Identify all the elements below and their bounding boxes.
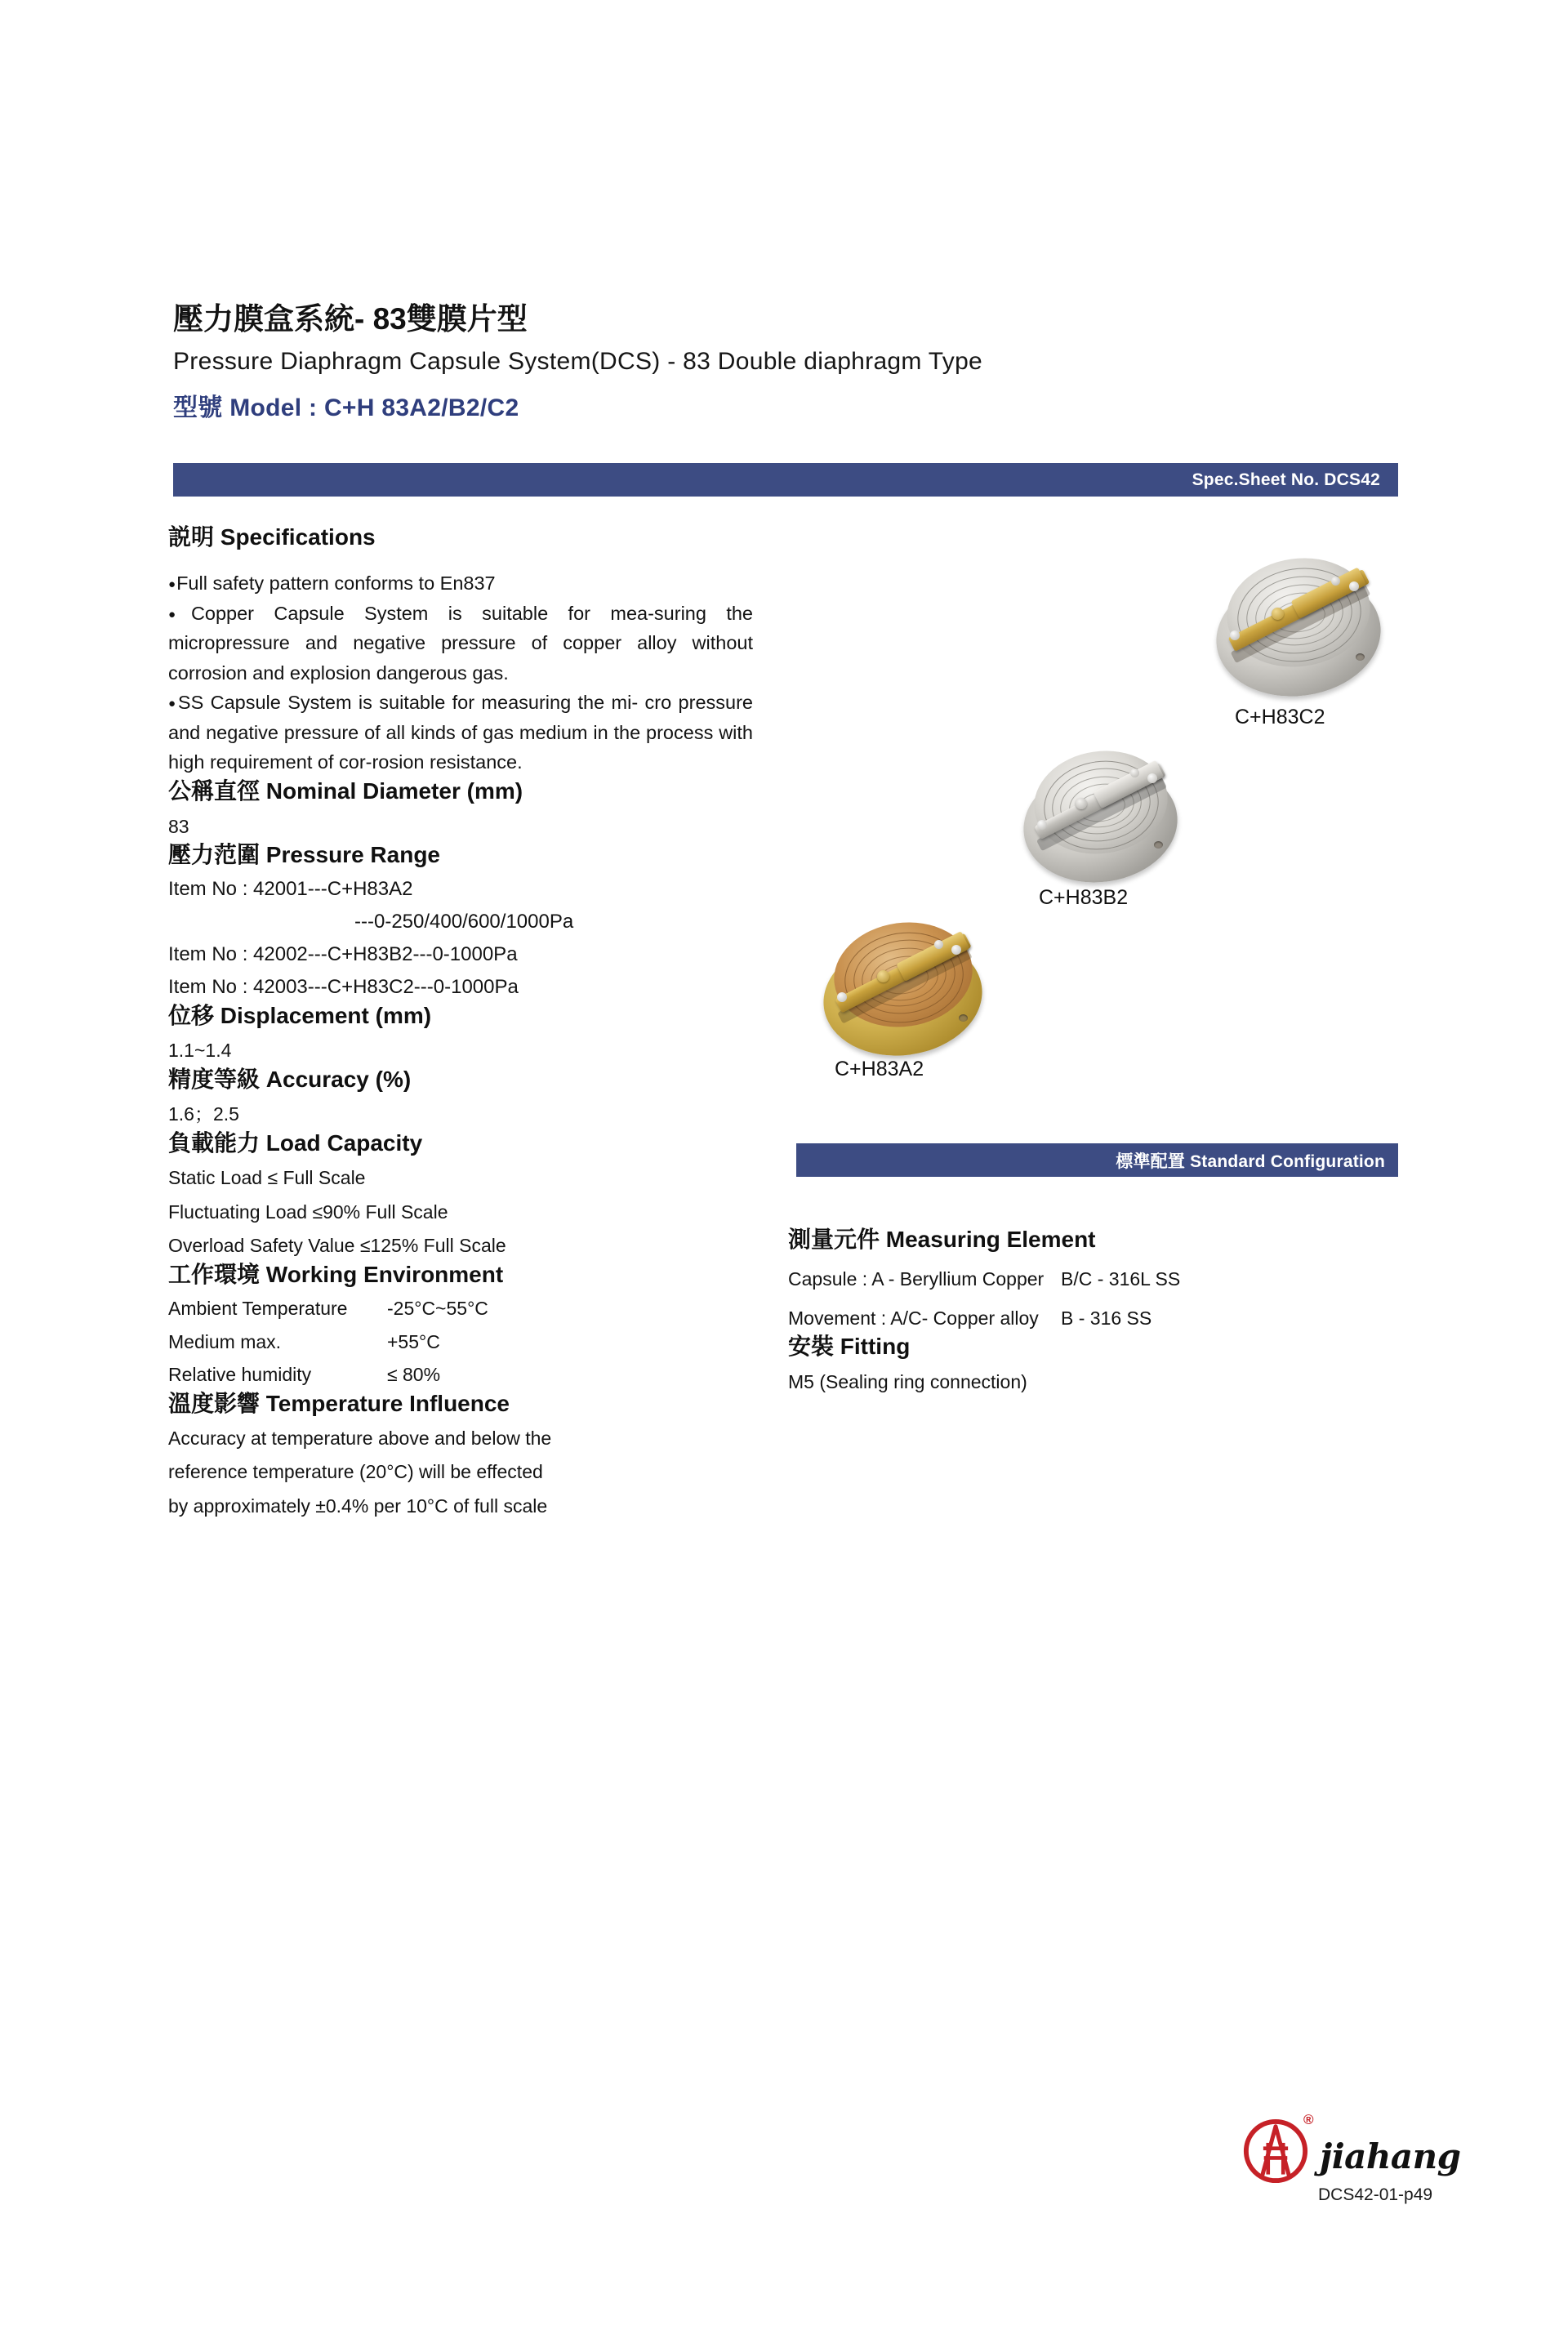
measuring-element-value: B/C - 316L SS [1061,1268,1181,1290]
standard-configuration-banner [796,1143,1398,1177]
working-environment-value: +55°C [387,1330,440,1352]
jiahang-logo-icon [1241,2117,1310,2185]
section-heading-fitting: 安裝 Fitting [788,1334,911,1360]
section-heading-working-environment: 工作環境 Working Environment [168,1261,504,1287]
screw-head [1147,773,1157,783]
section-heading-load-capacity: 負載能力 Load Capacity [168,1129,423,1156]
product-figure-a2 [817,911,990,1067]
load-capacity-line: Fluctuating Load ≤90% Full Scale [168,1200,448,1223]
measuring-element-value: B - 316 SS [1061,1307,1152,1329]
specifications-bullets [168,568,753,777]
spec-sheet-number: Spec.Sheet No. DCS42 [1192,470,1380,489]
measuring-element-row [788,1265,1409,1294]
pressure-range-item: Item No : 42003---C+H83C2---0-1000Pa [168,975,519,998]
document-code: DCS42-01-p49 [1318,2185,1433,2204]
standard-configuration-label: 標準配置 Standard Configuration [1116,1152,1385,1171]
page-title-chinese: 壓力膜盒系統- 83雙膜片型 [173,302,528,336]
pressure-range-item: Item No : 42002---C+H83B2---0-1000Pa [168,942,518,965]
temperature-influence-line: Accuracy at temperature above and below the [168,1427,552,1449]
left-column [168,523,753,1520]
working-environment-row [168,1294,753,1323]
page-title-english: Pressure Diaphragm Capsule System(DCS) - 83 Double diaphragm Type [173,348,983,376]
section-heading-pressure-range: 壓力范圍 Pressure Range [168,842,440,868]
working-environment-row [168,1361,753,1389]
pressure-range-item: Item No : 42001---C+H83A2 [168,877,413,900]
mounting-hole [959,1014,968,1022]
product-caption-b2: C+H83B2 [1039,886,1129,909]
model-line: 型號 Model : C+H 83A2/B2/C2 [173,394,519,422]
section-heading-measuring-element: 測量元件 Measuring Element [788,1227,1096,1252]
pivot-stud [1272,608,1284,620]
capsule-image-b2 [1017,739,1184,894]
section-heading-specifications: 説明 Specifications [168,524,376,550]
section-heading-accuracy: 精度等級 Accuracy (%) [168,1066,412,1092]
working-environment-value: ≤ 80% [387,1364,441,1385]
nominal-diameter-value: 83 [168,815,189,837]
capsule-image-a2 [817,911,990,1067]
specifications-bullet: ● SS Capsule System is suitable for measuring the mi- cro pressure and negative pressure of all kinds of gas medium in the process with high requirement of cor-rosion resistance. [168,688,753,777]
specifications-bullet: ● Full safety pattern conforms to En837 [168,568,753,598]
section-heading-temperature-influence: 溫度影響 Temperature Influence [168,1390,510,1416]
right-column [788,1225,1409,1396]
displacement-value: 1.1~1.4 [168,1040,232,1062]
specifications-bullet: ● Copper Capsule System is suitable for mea-suring the micropressure and negative pressure of copper alloy without corrosion and explosion dangerous gas. [168,599,753,688]
page-header [173,301,1398,423]
measuring-element-key: Movement : A/C- Copper alloy [788,1307,1039,1329]
temperature-influence-line: reference temperature (20°C) will be effected [168,1461,543,1483]
load-capacity-line: Overload Safety Value ≤125% Full Scale [168,1235,506,1257]
load-capacity-line: Static Load ≤ Full Scale [168,1167,366,1189]
section-heading-nominal-diameter: 公稱直徑 Nominal Diameter (mm) [168,778,523,804]
measuring-element-row [788,1304,1409,1333]
product-figure-b2 [1017,739,1184,894]
screw-head [1037,820,1047,830]
working-environment-value: -25°C~55°C [387,1298,488,1319]
product-caption-c2: C+H83C2 [1235,706,1325,728]
spec-sheet-banner [173,463,1398,497]
screw-head [1331,577,1340,586]
working-environment-key: Medium max. [168,1330,282,1352]
accuracy-value: 1.6；2.5 [168,1103,239,1125]
product-caption-a2: C+H83A2 [835,1058,924,1080]
screw-head [1349,581,1359,591]
working-environment-key: Ambient Temperature [168,1298,348,1319]
footer-logo [1241,2112,1461,2220]
registered-trademark-icon: ® [1303,2112,1314,2127]
fitting-value: M5 (Sealing ring connection) [788,1370,1027,1392]
capsule-image-c2 [1209,546,1388,709]
measuring-element-key: Capsule : A - Beryllium Copper [788,1268,1045,1290]
pivot-stud [1076,798,1087,809]
working-environment-key: Relative humidity [168,1364,312,1385]
temperature-influence-line: by approximately ±0.4% per 10°C of full scale [168,1494,548,1517]
pressure-range-item-continuation: ---0-250/400/600/1000Pa [354,910,574,933]
section-heading-displacement: 位移 Displacement (mm) [168,1002,432,1028]
working-environment-row [168,1328,753,1356]
brand-name: jiahang [1320,2136,1461,2176]
product-figure-c2 [1209,546,1388,709]
